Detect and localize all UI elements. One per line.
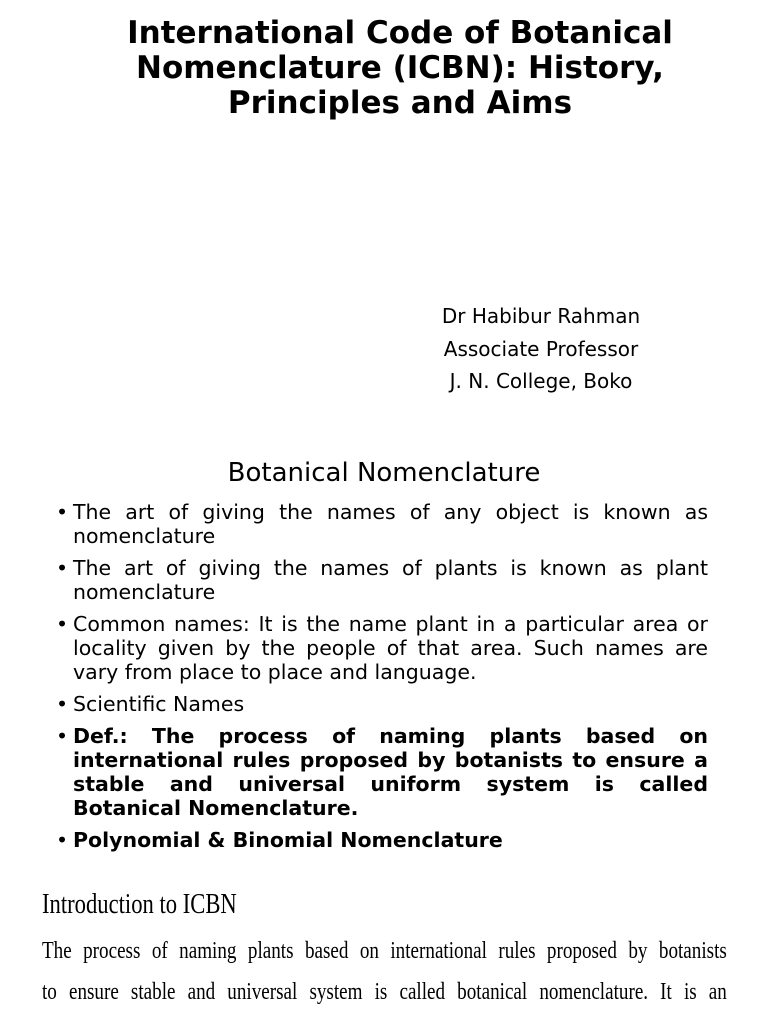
author-affiliation: J. N. College, Boko [449, 369, 633, 393]
intro-line-1: The process of naming plants based on international rules proposed by botanists [42, 937, 727, 964]
author-name: Dr Habibur Rahman [441, 304, 641, 328]
bullet-text: The art of giving the names of any object is known as nomenclature [73, 500, 708, 548]
title-line-1: International Code of Botanical [127, 15, 673, 51]
title-line-3: Principles and Aims [227, 85, 573, 121]
bullet-dot-icon: • [56, 692, 69, 716]
bullet-item [56, 828, 708, 852]
definition-bullet [56, 724, 708, 820]
section-title: Botanical Nomenclature [227, 458, 541, 488]
bullet-item [56, 692, 708, 716]
bullet-text: Polynomial & Binomial Nomenclature [73, 828, 503, 852]
bullet-text: Def.: The process of naming plants based on international rules proposed by botanists to ensure a stable and universal uniform system is called Botanical Nomenclature. [73, 724, 708, 820]
bullet-dot-icon: • [56, 556, 69, 580]
bullet-item [56, 556, 708, 604]
bullet-list [56, 500, 708, 860]
bullet-text: The art of giving the names of plants is known as plant nomenclature [73, 556, 708, 604]
intro-paragraph [42, 930, 727, 1012]
intro-line-2: to ensure stable and universal system is called botanical nomenclature. It is an [42, 978, 727, 1005]
bullet-text: Scientific Names [73, 692, 245, 716]
bullet-item [56, 612, 708, 684]
author-position: Associate Professor [443, 336, 639, 361]
bullet-dot-icon: • [56, 500, 69, 524]
author-block [380, 300, 702, 398]
bullet-dot-icon: • [56, 828, 69, 852]
bullet-text: Common names: It is the name plant in a particular area or locality given by the people of that area. Such names are vary from place to place and language. [73, 612, 708, 684]
bullet-item [56, 500, 708, 548]
title-line-2: Nomenclature (ICBN): History, [136, 50, 664, 86]
document-title [40, 16, 760, 121]
intro-heading: Introduction to ICBN [42, 888, 237, 920]
bullet-dot-icon: • [56, 612, 69, 636]
bullet-dot-icon: • [56, 724, 69, 748]
